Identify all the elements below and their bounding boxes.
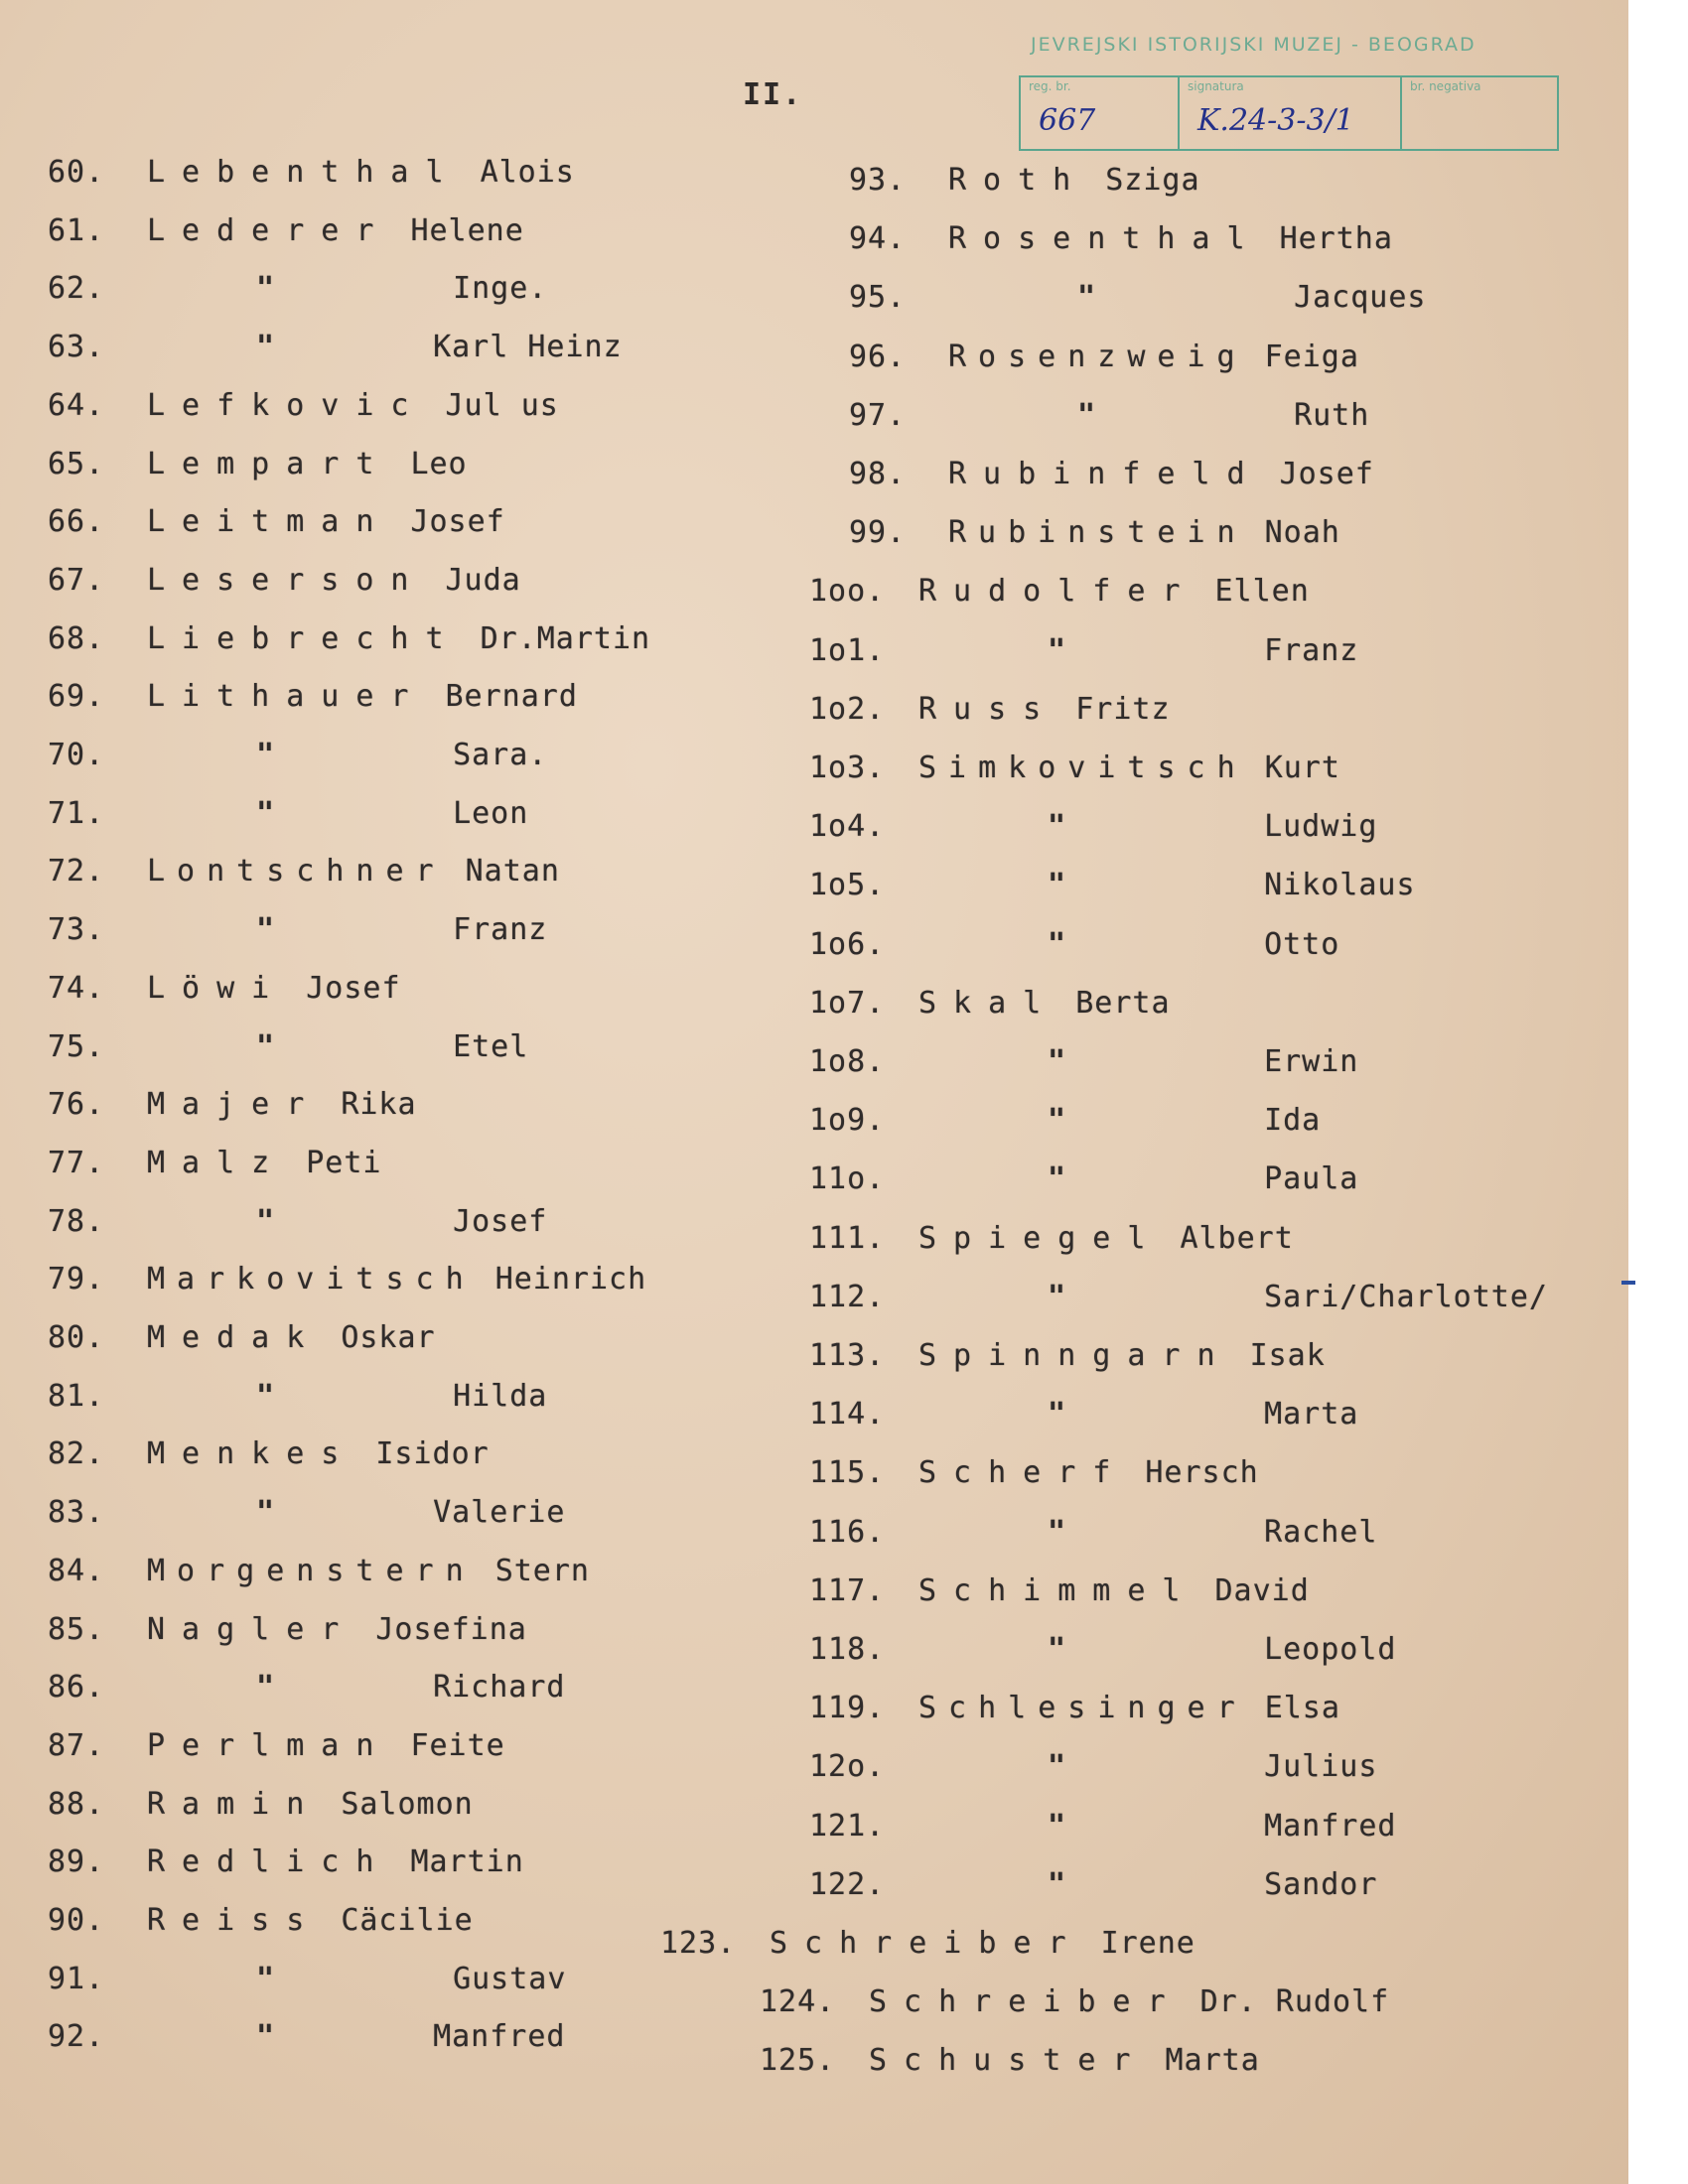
list-entry [48, 796, 528, 832]
entry-number: 86. [48, 1670, 105, 1706]
list-entry [809, 1573, 1310, 1609]
list-entry [809, 1632, 1397, 1668]
entry-number: 1o7. [809, 985, 886, 1021]
entry-given-name: Natan [465, 854, 560, 889]
entry-surname: Majer [147, 1087, 322, 1123]
entry-number: 65. [48, 446, 105, 481]
ditto-mark: " [1077, 397, 1096, 433]
list-entry [660, 1926, 1196, 1962]
entry-given-name: Albert [1180, 1220, 1294, 1256]
entry-given-name: Hertha [1279, 221, 1393, 257]
entry-surname: Scherf [918, 1455, 1128, 1491]
entry-given-name: Cäcilie [341, 1903, 474, 1938]
entry-surname: Rosenzweig [948, 339, 1247, 374]
entry-given-name: Karl Heinz [433, 330, 623, 365]
list-entry [48, 447, 468, 482]
entry-given-name: Ruth [1294, 397, 1370, 433]
entry-surname: Morgenstern [147, 1553, 476, 1588]
entry-number: 89. [48, 1844, 105, 1880]
entry-number: 116. [809, 1514, 886, 1550]
list-entry [48, 1554, 590, 1589]
entry-number: 64. [48, 387, 105, 423]
entry-given-name: Sziga [1105, 163, 1200, 198]
entry-given-name: Jacques [1294, 280, 1427, 316]
ditto-mark: " [1048, 1044, 1066, 1079]
entry-given-name: Leo [410, 446, 468, 481]
entry-surname: Schuster [869, 2043, 1148, 2079]
ditto-mark: " [256, 1961, 275, 1996]
entry-surname: Lontschner [147, 854, 446, 889]
list-entry [809, 1749, 1377, 1785]
entry-given-name: Franz [453, 912, 548, 948]
entry-number: 96. [849, 339, 907, 374]
entry-number: 11o. [809, 1161, 886, 1197]
ditto-mark: " [256, 1203, 275, 1239]
entry-surname: Nagler [147, 1611, 356, 1647]
entry-given-name: Ellen [1214, 574, 1310, 610]
list-entry [48, 1029, 528, 1065]
ditto-mark: " [1048, 1632, 1066, 1667]
list-entry [48, 330, 623, 365]
entry-given-name: Hersch [1145, 1455, 1259, 1491]
entry-given-name: Ida [1264, 1103, 1322, 1139]
entry-given-name: Josef [453, 1203, 548, 1239]
entry-number: 1o5. [809, 868, 886, 903]
entry-number: 70. [48, 738, 105, 772]
stamp-label-negative: br. negativa [1410, 79, 1481, 93]
ditto-mark: " [1048, 926, 1066, 962]
entry-number: 82. [48, 1436, 105, 1472]
list-entry [48, 1087, 417, 1123]
list-entry [48, 2019, 566, 2055]
entry-given-name: Richard [433, 1670, 566, 1706]
list-entry [48, 1612, 527, 1648]
list-entry [48, 1903, 474, 1939]
entry-number: 99. [849, 515, 907, 551]
entry-number: 121. [809, 1808, 886, 1843]
entry-number: 122. [809, 1866, 886, 1902]
list-entry [849, 280, 1427, 316]
list-entry [48, 1146, 382, 1181]
entry-number: 117. [809, 1572, 886, 1608]
entry-number: 61. [48, 212, 105, 248]
entry-given-name: Otto [1264, 926, 1340, 962]
entry-number: 67. [48, 562, 105, 598]
entry-number: 119. [809, 1691, 886, 1726]
entry-given-name: Sara. [453, 738, 548, 772]
entry-given-name: Berta [1075, 985, 1171, 1021]
entry-number: 1o2. [809, 691, 886, 727]
entry-given-name: Feiga [1264, 339, 1359, 374]
ditto-mark: " [256, 912, 275, 948]
entry-surname: Rubinstein [948, 515, 1247, 551]
entry-given-name: Leopold [1264, 1632, 1397, 1667]
entry-given-name: Etel [453, 1028, 529, 1064]
list-entry [809, 1280, 1548, 1315]
entry-surname: Lebenthal [147, 155, 461, 190]
entry-given-name: Valerie [433, 1495, 566, 1531]
entry-number: 94. [849, 221, 907, 257]
entry-number: 75. [48, 1028, 105, 1064]
entry-number: 72. [48, 854, 105, 889]
ditto-mark: " [1048, 1279, 1066, 1314]
entry-number: 1o3. [809, 751, 886, 785]
list-entry [809, 809, 1377, 845]
list-entry [849, 163, 1200, 199]
entry-surname: Markovitsch [147, 1262, 476, 1297]
list-entry [48, 971, 401, 1007]
entry-given-name: Dr. Rudolf [1199, 1984, 1390, 2020]
ditto-mark: " [256, 271, 275, 307]
entry-number: 98. [849, 457, 907, 491]
entry-number: 63. [48, 330, 105, 365]
entry-surname: Leserson [147, 562, 426, 598]
entry-given-name: Manfred [433, 2019, 566, 2055]
entry-given-name: Stern [494, 1553, 590, 1588]
entry-number: 1oo. [809, 574, 886, 610]
entry-given-name: Helene [410, 212, 524, 248]
entry-number: 71. [48, 795, 105, 831]
stamp-label-reg: reg. br. [1029, 79, 1071, 93]
list-entry [48, 213, 524, 249]
entry-given-name: Feite [410, 1727, 505, 1763]
entry-given-name: Juda [445, 562, 521, 598]
list-entry [48, 854, 560, 889]
ditto-mark: " [1048, 1808, 1066, 1843]
list-entry [48, 621, 650, 657]
entry-number: 114. [809, 1397, 886, 1433]
entry-number: 95. [849, 280, 907, 316]
entry-surname: Medak [147, 1320, 322, 1355]
entry-given-name: Julius [1264, 1749, 1378, 1785]
entry-surname: Redlich [147, 1844, 391, 1880]
list-entry [809, 751, 1340, 786]
list-entry [48, 504, 505, 540]
stamp-title: JEVREJSKI ISTORIJSKI MUZEJ - BEOGRAD [1031, 34, 1477, 56]
ditto-mark: " [256, 2019, 275, 2055]
entry-surname: Lithauer [147, 679, 426, 715]
stamp-value-reg: 667 [1039, 103, 1096, 138]
entry-surname: Liebrecht [147, 620, 461, 656]
list-entry [809, 1691, 1340, 1726]
entry-surname: Malz [147, 1145, 287, 1180]
entry-number: 1o6. [809, 926, 886, 962]
entry-number: 125. [760, 2043, 836, 2079]
entry-number: 66. [48, 504, 105, 540]
entry-surname: Schreiber [869, 1984, 1183, 2020]
entry-given-name: Josef [306, 970, 401, 1006]
entry-surname: Simkovitsch [918, 751, 1247, 785]
list-entry [809, 1809, 1397, 1844]
list-entry [809, 927, 1339, 963]
list-entry [849, 515, 1340, 551]
ditto-mark: " [256, 795, 275, 831]
list-entry [849, 221, 1393, 257]
entry-surname: Spiegel [918, 1220, 1163, 1256]
entry-number: 77. [48, 1145, 105, 1180]
entry-given-name: Sari/Charlotte/ [1264, 1279, 1548, 1314]
entry-surname: Schlesinger [918, 1691, 1247, 1726]
entry-number: 1o8. [809, 1044, 886, 1079]
entry-given-name: David [1214, 1572, 1310, 1608]
entry-surname: Schimmel [918, 1572, 1197, 1608]
entry-number: 81. [48, 1378, 105, 1414]
entry-number: 84. [48, 1553, 105, 1588]
entry-given-name: Dr.Martin [480, 620, 651, 656]
entry-given-name: Alois [480, 155, 575, 190]
entry-number: 90. [48, 1903, 105, 1938]
entry-given-name: Rika [341, 1087, 417, 1123]
entry-given-name: Sandor [1264, 1866, 1378, 1902]
ditto-mark: " [256, 330, 275, 365]
entry-number: 124. [760, 1984, 836, 2020]
entry-number: 115. [809, 1455, 886, 1491]
entry-given-name: Josef [410, 504, 505, 540]
entry-number: 88. [48, 1786, 105, 1822]
ditto-mark: " [1077, 280, 1096, 316]
list-entry [809, 868, 1416, 903]
list-entry [48, 1787, 474, 1823]
list-entry [48, 1844, 524, 1880]
list-entry [809, 1338, 1326, 1374]
stamp-value-signature: K.24-3-3/1 [1197, 103, 1354, 138]
entry-given-name: Jul us [445, 387, 559, 423]
list-entry [760, 1984, 1389, 2020]
entry-number: 60. [48, 155, 105, 190]
entry-given-name: Oskar [341, 1320, 436, 1355]
list-entry [48, 1262, 646, 1297]
list-entry [809, 1044, 1358, 1080]
list-entry [809, 1161, 1358, 1197]
ditto-mark: " [256, 1028, 275, 1064]
entry-number: 123. [660, 1926, 737, 1961]
ditto-mark: " [256, 1670, 275, 1706]
list-entry [48, 1495, 566, 1531]
list-entry [809, 692, 1171, 728]
list-entry [48, 271, 547, 307]
stamp-grid [1019, 75, 1559, 151]
entry-given-name: Paula [1264, 1161, 1359, 1197]
museum-archive-stamp [1015, 28, 1561, 151]
list-entry [809, 1103, 1321, 1139]
entry-surname: Lefkovic [147, 387, 426, 423]
entry-number: 76. [48, 1087, 105, 1123]
entry-surname: Reiss [147, 1903, 322, 1938]
list-entry [48, 1670, 566, 1706]
entry-given-name: Gustav [453, 1961, 567, 1996]
list-entry [48, 679, 578, 715]
entry-number: 62. [48, 271, 105, 307]
entry-given-name: Isidor [375, 1436, 490, 1472]
list-entry [849, 457, 1374, 492]
entry-given-name: Josefina [375, 1611, 527, 1647]
entry-surname: Roth [948, 163, 1088, 198]
entry-surname: Perlman [147, 1727, 391, 1763]
entry-number: 1o9. [809, 1103, 886, 1139]
list-entry [809, 1455, 1259, 1491]
entry-number: 68. [48, 620, 105, 656]
stamp-cell-signature [1180, 77, 1402, 149]
entry-number: 93. [849, 163, 907, 198]
entry-surname: Löwi [147, 970, 287, 1006]
list-entry [48, 1379, 547, 1415]
entry-surname: Ramin [147, 1786, 322, 1822]
entry-given-name: Peti [306, 1145, 382, 1180]
list-entry [760, 2043, 1260, 2079]
entry-given-name: Kurt [1264, 751, 1340, 785]
entry-given-name: Marta [1264, 1397, 1359, 1433]
list-entry [809, 1867, 1377, 1903]
entry-number: 73. [48, 912, 105, 948]
entry-surname: Rudolfer [918, 574, 1197, 610]
list-entry [48, 1320, 436, 1356]
list-entry [809, 1515, 1377, 1551]
entry-number: 69. [48, 679, 105, 715]
ditto-mark: " [256, 1495, 275, 1531]
ditto-mark: " [1048, 1161, 1066, 1197]
stamp-cell-reg [1021, 77, 1180, 149]
list-entry [48, 738, 547, 773]
entry-surname: Leitman [147, 504, 391, 540]
entry-given-name: Leon [453, 795, 529, 831]
entry-surname: Lempart [147, 446, 391, 481]
entry-number: 80. [48, 1320, 105, 1355]
entry-number: 12o. [809, 1749, 886, 1785]
entry-given-name: Heinrich [494, 1262, 647, 1297]
entry-number: 79. [48, 1262, 105, 1297]
entry-given-name: Franz [1264, 632, 1359, 668]
entry-given-name: Hilda [453, 1378, 548, 1414]
entry-surname: Rosenthal [948, 221, 1262, 257]
entry-number: 91. [48, 1961, 105, 1996]
entry-given-name: Nikolaus [1264, 868, 1416, 903]
entry-given-name: Manfred [1264, 1808, 1397, 1843]
entry-number: 87. [48, 1727, 105, 1763]
entry-number: 78. [48, 1203, 105, 1239]
ditto-mark: " [1048, 1514, 1066, 1550]
page-number: II. [743, 77, 803, 112]
entry-surname: Skal [918, 985, 1058, 1021]
list-entry [48, 1204, 547, 1240]
list-entry [849, 398, 1369, 434]
entry-number: 85. [48, 1611, 105, 1647]
ditto-mark: " [1048, 1749, 1066, 1785]
entry-given-name: Isak [1249, 1338, 1326, 1373]
entry-given-name: Irene [1100, 1926, 1196, 1961]
entry-given-name: Marta [1165, 2043, 1260, 2079]
list-entry [48, 1962, 566, 1997]
entry-number: 118. [809, 1632, 886, 1667]
entry-given-name: Josef [1279, 457, 1374, 491]
entry-surname: Spinngarn [918, 1338, 1232, 1373]
stamp-label-signature: signatura [1188, 79, 1244, 93]
margin-ink-mark [1621, 1281, 1635, 1285]
entry-surname: Rubinfeld [948, 457, 1262, 491]
list-entry [48, 1436, 490, 1472]
entry-number: 113. [809, 1338, 886, 1373]
ditto-mark: " [1048, 809, 1066, 845]
entry-number: 74. [48, 970, 105, 1006]
list-entry [809, 633, 1358, 669]
entry-number: 111. [809, 1220, 886, 1256]
list-entry [849, 340, 1359, 375]
entry-number: 1o1. [809, 632, 886, 668]
entry-given-name: Noah [1264, 515, 1340, 551]
ditto-mark: " [1048, 868, 1066, 903]
entry-number: 97. [849, 397, 907, 433]
entry-number: 112. [809, 1279, 886, 1314]
entry-number: 92. [48, 2019, 105, 2055]
entry-given-name: Martin [410, 1844, 524, 1880]
list-entry [809, 986, 1171, 1022]
stamp-cell-negative [1402, 77, 1557, 149]
ditto-mark: " [1048, 1397, 1066, 1433]
entry-given-name: Inge. [453, 271, 548, 307]
entry-given-name: Elsa [1264, 1691, 1340, 1726]
ditto-mark: " [1048, 1103, 1066, 1139]
list-entry [48, 912, 547, 948]
entry-surname: Schreiber [770, 1926, 1083, 1961]
entry-given-name: Ludwig [1264, 809, 1378, 845]
list-entry [48, 388, 559, 424]
list-entry [48, 1728, 505, 1764]
list-entry [48, 155, 575, 191]
entry-given-name: Bernard [445, 679, 578, 715]
list-entry [48, 563, 521, 599]
entry-surname: Russ [918, 691, 1058, 727]
ditto-mark: " [256, 1378, 275, 1414]
entry-given-name: Rachel [1264, 1514, 1378, 1550]
entry-surname: Menkes [147, 1436, 356, 1472]
entry-number: 83. [48, 1495, 105, 1531]
list-entry [809, 1221, 1294, 1257]
entry-given-name: Erwin [1264, 1044, 1359, 1079]
entry-surname: Lederer [147, 212, 391, 248]
ditto-mark: " [1048, 632, 1066, 668]
entry-given-name: Salomon [341, 1786, 474, 1822]
ditto-mark: " [256, 738, 275, 772]
ditto-mark: " [1048, 1866, 1066, 1902]
entry-given-name: Fritz [1075, 691, 1171, 727]
list-entry [809, 574, 1310, 610]
list-entry [809, 1397, 1358, 1433]
entry-number: 1o4. [809, 809, 886, 845]
